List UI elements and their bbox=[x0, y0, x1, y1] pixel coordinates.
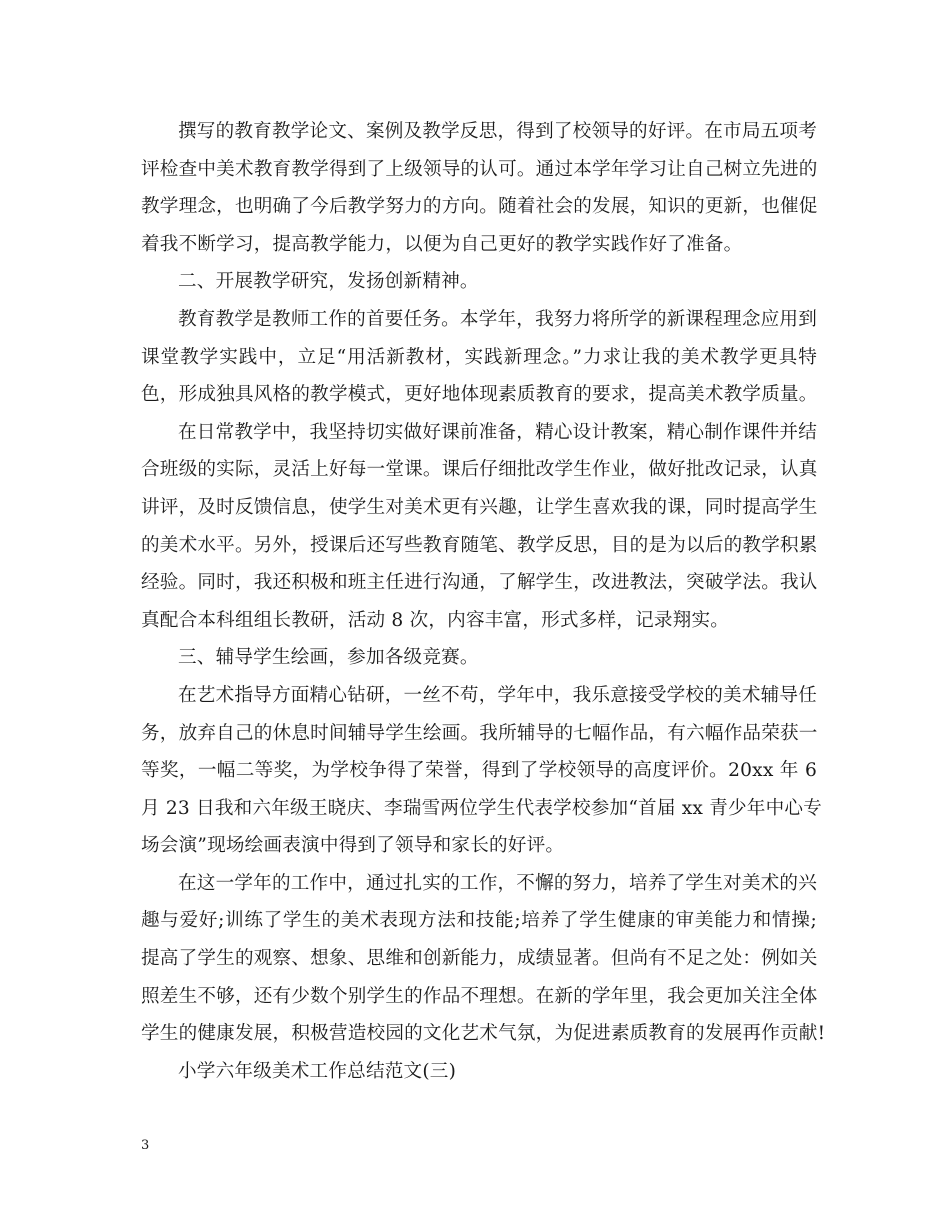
paragraph bbox=[141, 677, 822, 865]
text-line: 学生的健康发展，积极营造校园的文化艺术气氛，为促进素质教育的发展再作贡献! bbox=[141, 1023, 826, 1045]
text-line: 教育教学是教师工作的首要任务。本学年，我努力将所学的新课程理念应用到 bbox=[178, 308, 817, 330]
text-line: 撰写的教育教学论文、案例及教学反思，得到了校领导的好评。在市局五项考 bbox=[178, 121, 817, 142]
section-heading-text: 三、辅导学生绘画，参加各级竞赛。 bbox=[178, 647, 479, 669]
text-line: 提高了学生的观察、想象、思维和创新能力，成绩显著。但尚有不足之处：例如关 bbox=[141, 948, 818, 970]
article-title-text: 小学六年级美术工作总结范文(三) bbox=[178, 1060, 457, 1082]
text-line: 讲评，及时反馈信息，使学生对美术更有兴趣，让学生喜欢我的课，同时提高学生 bbox=[141, 496, 818, 518]
article-title bbox=[141, 1053, 817, 1091]
paragraph bbox=[141, 113, 817, 263]
section-heading bbox=[141, 263, 817, 301]
text-line: 的美术水平。另外，授课后还写些教育随笔、教学反思，目的是为以后的教学积累 bbox=[141, 534, 818, 556]
text-line: 评检查中美术教育教学得到了上级领导的认可。通过本学年学习让自己树立先进的 bbox=[141, 158, 818, 180]
text-line: 真配合本科组组长教研，活动 8 次，内容丰富，形式多样，记录翔实。 bbox=[141, 609, 730, 631]
text-line: 等奖，一幅二等奖，为学校争得了荣誉，得到了学校领导的高度评价。20xx 年 6 bbox=[141, 760, 817, 782]
page-number: 3 bbox=[141, 1138, 150, 1153]
text-line: 色，形成独具风格的教学模式，更好地体现素质教育的要求，提高美术教学质量。 bbox=[141, 384, 818, 406]
text-line: 在日常教学中，我坚持切实做好课前准备，精心设计教案，精心制作课件并结 bbox=[178, 421, 817, 443]
text-line: 经验。同时，我还积极和班主任进行沟通，了解学生，改进教法，突破学法。我认 bbox=[141, 572, 818, 594]
text-line: 教学理念，也明确了今后教学努力的方向。随着社会的发展，知识的更新，也催促 bbox=[141, 196, 818, 218]
section-heading-text: 二、开展教学研究，发扬创新精神。 bbox=[178, 271, 479, 293]
paragraph bbox=[141, 301, 817, 414]
section-heading bbox=[141, 639, 817, 677]
text-line: 着我不断学习，提高教学能力，以便为自己更好的教学实践作好了准备。 bbox=[141, 233, 743, 255]
paragraph bbox=[141, 865, 826, 1053]
text-line: 在这一学年的工作中，通过扎实的工作，不懈的努力，培养了学生对美术的兴 bbox=[178, 872, 817, 894]
document-body bbox=[141, 113, 826, 1090]
paragraph bbox=[141, 414, 817, 640]
text-line: 务，放弃自己的休息时间辅导学生绘画。我所辅导的七幅作品，有六幅作品荣获一 bbox=[141, 722, 818, 744]
text-line: 课堂教学实践中，立足“用活新教材，实践新理念。”力求让我的美术教学更具特 bbox=[141, 346, 817, 368]
text-line: 在艺术指导方面精心钻研，一丝不苟，学年中，我乐意接受学校的美术辅导任 bbox=[178, 684, 817, 706]
text-line: 合班级的实际，灵活上好每一堂课。课后仔细批改学生作业，做好批改记录，认真 bbox=[141, 459, 818, 481]
text-line: 照差生不够，还有少数个别学生的作品不理想。在新的学年里，我会更加关注全体 bbox=[141, 985, 818, 1007]
text-line: 月 23 日我和六年级王晓庆、李瑞雪两位学生代表学校参加“首届 xx 青少年中心专 bbox=[141, 797, 822, 819]
text-line: 趣与爱好;训练了学生的美术表现方法和技能;培养了学生健康的审美能力和情操; bbox=[141, 910, 817, 932]
text-line: 场会演”现场绘画表演中得到了领导和家长的好评。 bbox=[141, 835, 565, 857]
